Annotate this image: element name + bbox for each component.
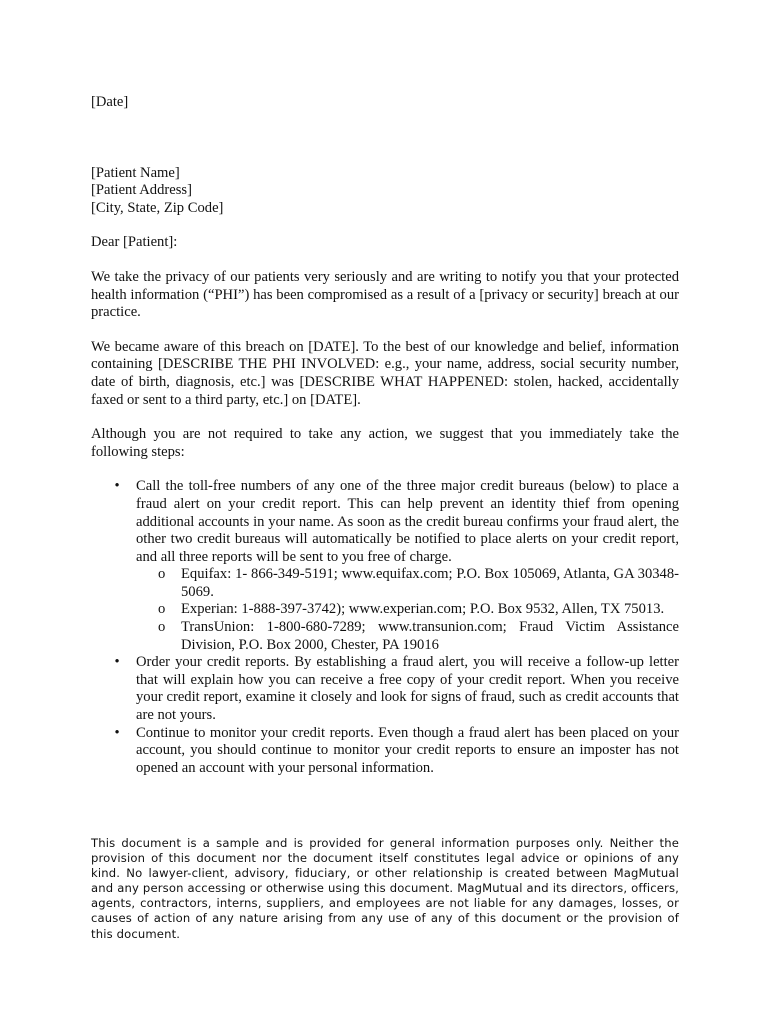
list-item bbox=[91, 725, 679, 778]
step-text-order-reports: Order your credit reports. By establishing a fraud alert, you will receive a follow-up letter that will explain how you can receive a free copy of your credit report. When you receive your credit report, examine it closely and look for signs of fraud, such as credit accounts that are not yours. bbox=[136, 654, 679, 724]
credit-bureaus-list bbox=[136, 566, 679, 654]
recipient-city-state-zip: [City, State, Zip Code] bbox=[91, 199, 224, 216]
list-item bbox=[136, 601, 679, 619]
list-item bbox=[91, 478, 679, 654]
letter-body bbox=[91, 94, 679, 777]
step-text-fraud-alert: Call the toll-free numbers of any one of the three major credit bureaus (below) to place a fraud alert on your credit report. This can help prevent an identity thief from opening additional accounts in your name. As soon as the credit bureau confirms your fraud alert, the other two credit bureaus will automatically be notified to place alerts on your credit report, and all three reports will be sent to you free of charge. bbox=[136, 478, 679, 565]
suggested-steps-paragraph: Although you are not required to take any action, we suggest that you immediately take the following steps: bbox=[91, 426, 679, 460]
circle-bullet-icon: o bbox=[158, 601, 166, 618]
circle-bullet-icon: o bbox=[158, 619, 166, 636]
salutation: Dear [Patient]: bbox=[91, 234, 178, 251]
recipient-name: [Patient Name] bbox=[91, 164, 180, 181]
privacy-paragraph: We take the privacy of our patients very seriously and are writing to notify you that your protected health information (“PHI”) has been compromised as a result of a [privacy or security] breach at our practice. bbox=[91, 268, 679, 321]
breach-details-paragraph: We became aware of this breach on [DATE]. To the best of our knowledge and belief, information containing [DESCRIBE THE PHI INVOLVED: e.g., your name, address, social security number, date of birth, diagnosis, etc.] was [DESCRIBE WHAT HAPPENED: stolen, hacked, accidentally faxed or sent to a third party, etc.] on [DATE]. bbox=[91, 338, 679, 408]
step-text-monitor-reports: Continue to monitor your credit reports. Even though a fraud alert has been placed on your account, you should continue to monitor your credit reports to ensure an imposter has not opened an account with your personal information. bbox=[136, 724, 679, 776]
list-item bbox=[91, 654, 679, 724]
disclaimer-text: This document is a sample and is provided for general information purposes only. Neither the provision of this document nor the document itself constitutes legal advice or opinions of any kind. No lawyer-client, advisory, fiduciary, or other relationship is created between MagMutual and any person accessing or otherwise using this document. MagMutual and its directors, officers, agents, contractors, interns, suppliers, and employees are not liable for any damages, losses, or causes of action of any nature arising from any use of any of this document or the provision of this document. bbox=[91, 836, 679, 941]
bureau-transunion: TransUnion: 1-800-680-7289; www.transunion.com; Fraud Victim Assistance Division, P.O. Box 2000, Chester, PA 19016 bbox=[181, 619, 679, 653]
recipient-block bbox=[91, 165, 679, 218]
bureau-equifax: Equifax: 1- 866-349-5191; www.equifax.com; P.O. Box 105069, Atlanta, GA 30348-5069. bbox=[181, 566, 679, 600]
circle-bullet-icon: o bbox=[158, 566, 166, 583]
steps-list bbox=[91, 478, 679, 777]
bullet-icon: • bbox=[114, 478, 120, 495]
bullet-icon: • bbox=[114, 654, 120, 671]
list-item bbox=[136, 566, 679, 601]
list-item bbox=[136, 619, 679, 654]
recipient-address: [Patient Address] bbox=[91, 182, 192, 199]
letter-date: [Date] bbox=[91, 94, 129, 110]
bullet-icon: • bbox=[114, 724, 120, 741]
bureau-experian: Experian: 1-888-397-3742); www.experian.com; P.O. Box 9532, Allen, TX 75013. bbox=[181, 601, 665, 618]
